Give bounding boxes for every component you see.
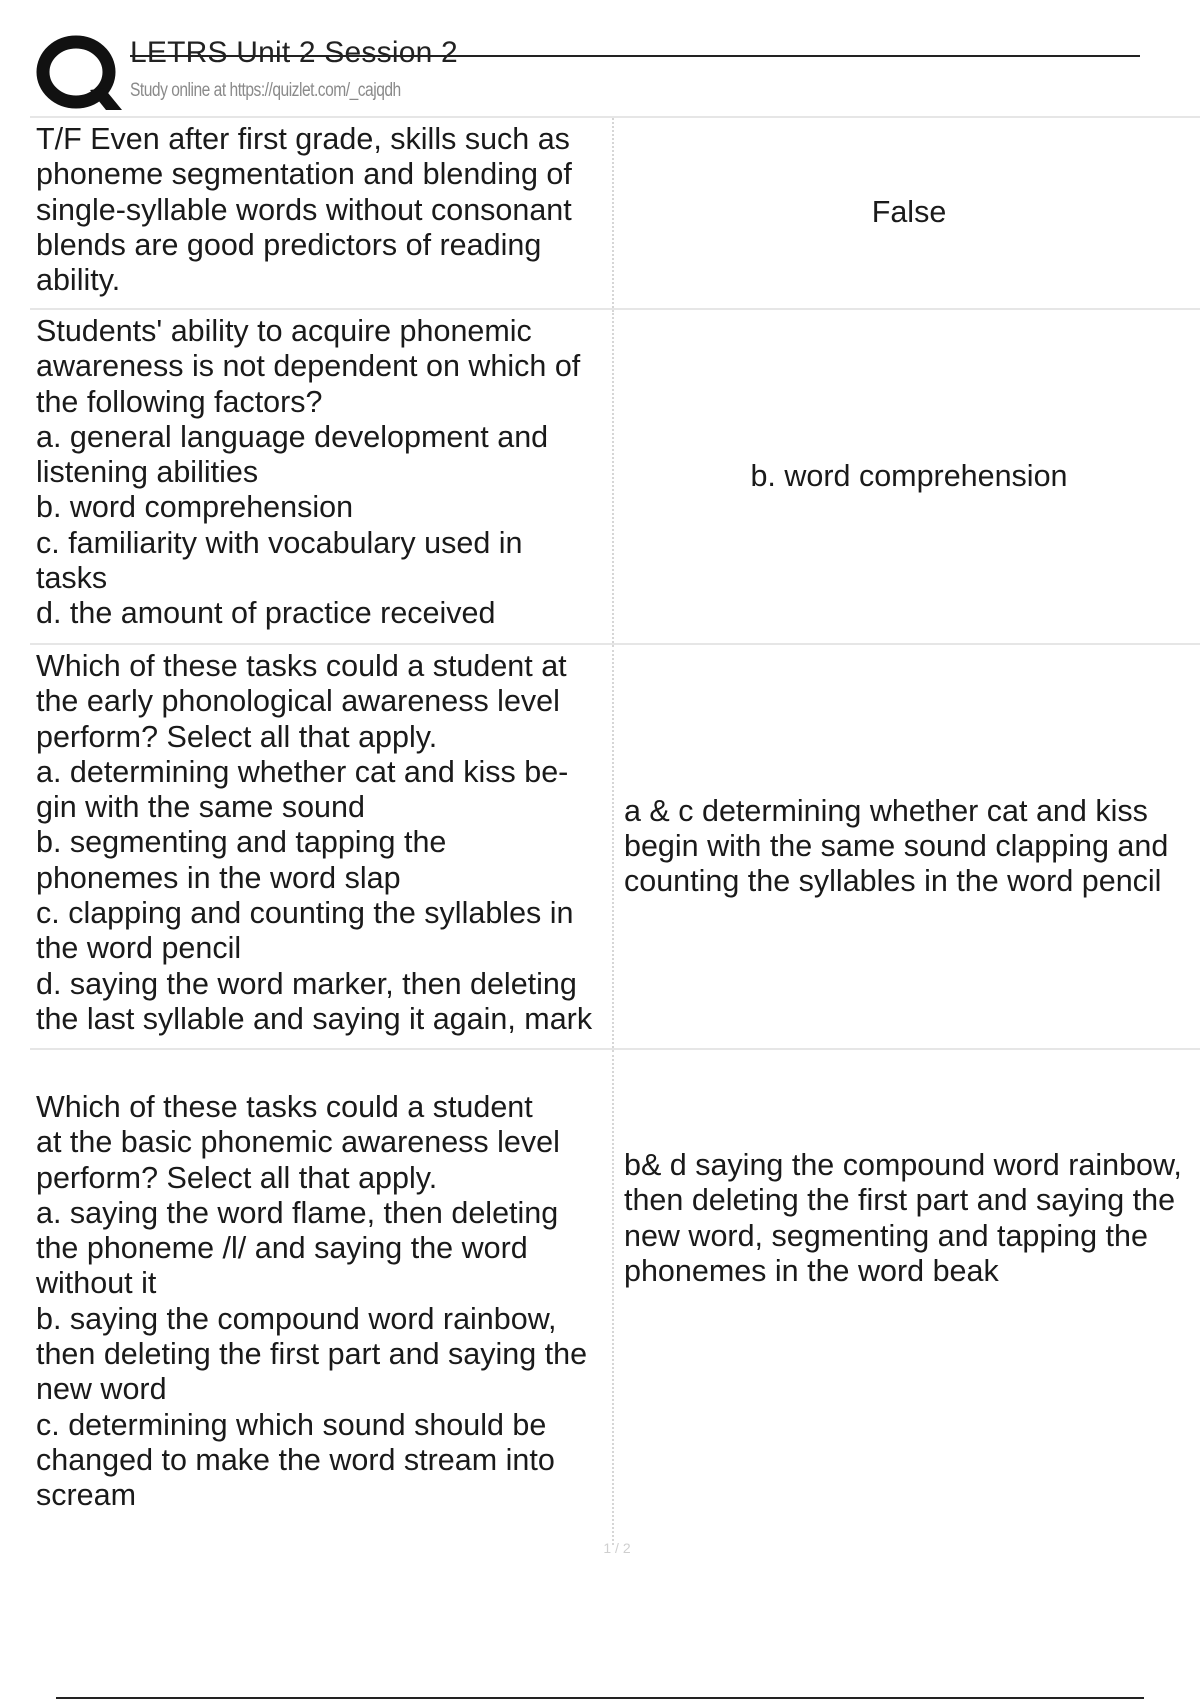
page-number: 1 / 2	[603, 1540, 631, 1556]
flashcard-table	[30, 116, 1200, 1545]
card-definition	[614, 1050, 1200, 1545]
page-header	[30, 28, 1140, 118]
flashcard-row	[30, 1050, 1200, 1545]
card-definition	[614, 645, 1200, 1048]
card-term: Which of these tasks could a student at the early phonological awareness level perform? Select all that apply. a. determining whether cat and kiss be- gin with the same sound b. segmenting and tapping the phonemes in the word slap c. clapping and counting the syllables in the word pencil d. saying the word marker, then deleting the last syllable and saying it again, mark	[30, 645, 614, 1048]
card-term: Students' ability to acquire phonemic awareness is not dependent on which of the following factors? a. general language development and listening abilities b. word comprehension c. familiarity with vocabulary used in tasks d. the amount of practice received	[30, 310, 614, 643]
flashcard-row	[30, 118, 1200, 310]
card-definition	[614, 310, 1200, 643]
study-online-link[interactable]: Study online at https://quizlet.com/_cajqdh	[130, 80, 401, 101]
card-definition-text: False	[871, 195, 947, 230]
set-title: LETRS Unit 2 Session 2	[130, 36, 458, 69]
card-term: Which of these tasks could a student at the basic phonemic awareness level perform? Select all that apply. a. saying the word flame, then deleting the phoneme /l/ and saying the word without it b. saying the compound word rainbow, then deleting the first part and saying the new word c. determining which sound should be changed to make the word stream into scream	[30, 1050, 614, 1545]
flashcard-row	[30, 310, 1200, 645]
card-definition	[614, 118, 1200, 308]
footer-divider	[56, 1697, 1144, 1699]
flashcard-row	[30, 645, 1200, 1050]
card-definition-text: b& d saying the compound word rainbow, then deleting the first part and saying the new word, segmenting and tapping the phonemes in the word beak	[624, 1148, 1182, 1288]
card-definition-text: b. word comprehension	[750, 458, 1068, 493]
card-definition-text: a & c determining whether cat and kiss begin with the same sound clapping and counting the syllables in the word pencil	[624, 793, 1169, 899]
card-term: T/F Even after first grade, skills such as phoneme segmentation and blending of single-syllable words without consonant blends are good predictors of reading ability.	[30, 118, 614, 308]
quizlet-logo-icon	[32, 32, 142, 116]
